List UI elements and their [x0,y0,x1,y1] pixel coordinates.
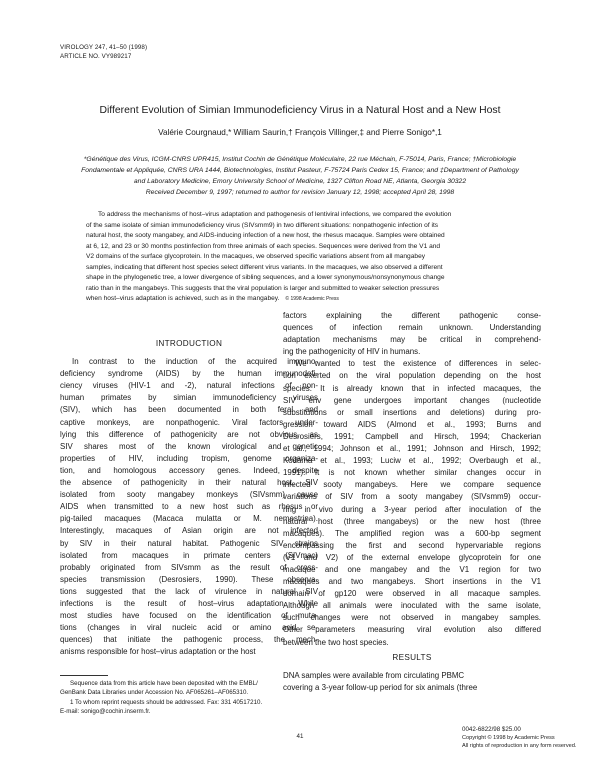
footnotes [60,679,320,717]
abstract-line: shape in the phylogenetic tree, a lower divergence of sibling sequences, and a lower synonymous/nonsynonymous change [86,274,445,281]
publisher-notice [462,726,576,750]
text-line: adaptation mechanisms may be critical in comprehend- [283,335,541,345]
publisher-line: All rights of reproduction in any form reserved. [462,743,577,749]
text-line: substitutions or small insertions and deletions) during pro- [283,407,541,417]
text-line: macaques and two mangabeys. Short insertions in the V1 [283,577,541,587]
footnote-rule [60,675,108,676]
text-line: AIDS when transmitted to a new host such as rhesus or [60,502,318,512]
section-heading-results: RESULTS [392,653,432,662]
text-line: lying this difference of pathogenicity are not obvious, as [60,429,318,439]
abstract-line: ratio than in the mangabeys. This suggests that the viral population is larger and submitted to weaker selection pressures [86,284,440,292]
text-line: domain of gp120 were observed in all macaque samples. [283,589,541,599]
affiliation-line: Fondamentale et Appliquée, CNRS URA 1444, Biotechnologies, Institut Pasteur, F-75724 Paris Cedex 15, France; and ‡Department of Pathology [81,167,519,174]
text-line: anisms responsible for host–virus adaptation or the host [60,647,256,657]
text-line: Kodama et al., 1993; Luciw et al., 1992; Overbaugh et al., [283,456,541,466]
text-line: SIV env gene undergoes important changes (nucleotide [283,395,541,405]
results-line: DNA samples were available from circulating PBMC [283,671,465,681]
text-line: quences of infection remain unknown. Understanding [283,323,541,333]
text-line: encompassing the first and second hypervariable regions [283,540,541,550]
abstract-line: V2 domains of the surface glycoprotein. In the macaques, we observed specific variations absent from all mangabey [86,253,426,260]
text-line: quences) that initiate the pathogenic process, the mech- [60,635,318,645]
text-line: 1991). It is not known whether similar changes occur in [283,468,541,478]
text-line: (V1 and V2) of the external envelope glycoprotein for one [283,552,541,562]
text-line: tions (changes in viral nucleic acid or amino acid se- [60,623,318,633]
abstract-text: when host–virus adaptation is achieved, such as in the mangabey. [86,295,280,302]
text-line: Desrosiers, 1991; Campbell and Hirsch, 1994; Chackerian [283,431,541,441]
text-line: gression toward AIDS (Almond et al., 1993; Burns and [283,419,541,429]
right-column-body [283,310,541,649]
text-line: Interestingly, macaques of Asian origin are not infected [60,526,318,536]
text-line: tion, and homologous accessory genes. Indeed, despite [60,465,318,475]
received-dates: Received December 9, 1997; returned to author for revision January 12, 1998; accepted April 28, 1998 [145,189,455,196]
text-line: properties of HIV, including tropism, genome organiza- [60,453,318,463]
text-line: species. It is already known that in infected macaques, the [283,383,541,393]
text-line: the absence of pathogenicity in their natural host, SIV [60,478,318,488]
text-line: Other parameters measuring viral evolution also differed [283,625,541,635]
results-line: covering a 3-year follow-up period for six animals (three [283,683,478,693]
text-line: between the two host species. [283,637,389,647]
text-line: (SIV), which has been documented in both feral and [60,405,318,415]
text-line: captive monkeys, are nonpathogenic. Viral factors under- [60,417,318,427]
text-line: tions suggested that the lack of virulence in natural SIV [60,586,318,596]
abstract-line: natural host, the sooty mangabey, and AIDS-inducing infection of a new host, the rhesus macaque. Samples were obtained [86,232,445,239]
affiliation-line: and Laboratory Medicine, Emory University School of Medicine, 1327 Clifton Road NE, Atlanta, Georgia 30322 [133,178,467,185]
left-column-body [60,356,318,658]
author-list: Valérie Courgnaud,* William Saurin,† François Villinger,‡ and Pierre Sonigo*,1 [158,128,442,137]
text-line: probably originated from SIVsmm as the result of cross- [60,562,318,572]
article-number: ARTICLE NO. VY989217 [60,53,132,60]
affiliation-line: *Génétique des Virus, ICGM-CNRS UPR415, Institut Cochin de Génétique Moléculaire, 22 rue Méchain, F-75014, Paris, France; †Microbiologie [83,156,517,163]
abstract-line: samples, indicating that different host species select different virus variants. In the macaques, we also observed a different [86,263,443,271]
text-line: deficiency syndrome (AIDS) by the human immunodefi- [60,369,318,379]
text-line: natural host (three mangabeys) or the new host (three [283,516,541,526]
page-number: 41 [296,733,304,740]
publisher-line: 0042-6822/98 $25.00 [462,726,521,733]
section-heading-introduction: INTRODUCTION [155,339,223,348]
abstract-line-last [86,294,526,305]
left-column [60,338,318,658]
footnote-line: E-mail: sonigo@cochin.inserm.fr. [60,708,151,716]
text-line: infections is the result of host–virus adaptation. While [60,598,318,608]
text-line: variations of SIV from a sooty mangabey (SIVsmm9) occur- [283,492,541,502]
footnote-line: GenBank Data Libraries under Accession No. AF065261–AF065310. [60,689,249,697]
copyright-notice: © 1998 Academic Press [285,296,339,302]
text-line: isolated from sooty mangabey monkeys (SIVsmm) cause [60,490,318,500]
text-line: ciency viruses (HIV-1 and -2), natural infections of non- [60,381,318,391]
text-line: by SIV in their natural habitat. Pathogenic SIV strains [60,538,318,548]
text-line: infected sooty mangabeys. Here we compare sequence [283,480,541,490]
text-line: ring in vivo during a 3-year period after inoculation of the [283,504,541,514]
text-line: SIV shares most of the known virological and genetic [60,441,318,451]
article-title: Different Evolution of Simian Immunodeficiency Virus in a Natural Host and a New Host [99,105,501,116]
text-line: ing the pathogenicity of HIV in humans. [283,347,421,357]
affiliations [48,154,552,187]
text-line: such changes were not observed in mangabey samples. [283,613,541,623]
results-section [283,652,541,694]
text-line: species transmission (Desrosiers, 1990). These observa- [60,574,318,584]
text-line: isolated from macaques in primate centers (SIVmac) [60,550,318,560]
footnote-line: 1 To whom reprint requests should be addressed. Fax: 331 40517210. [70,698,263,706]
journal-header [60,43,147,61]
abstract-line: of the same isolate of simian immunodeficiency virus (SIVsmm9) in two different situations: nonpathogenic infection of its [86,221,439,229]
abstract-line: To address the mechanisms of host–virus adaptation and pathogenesis of lentiviral infections, we compared the evolution [98,211,452,218]
text-line: macaques). The amplified region was a 600-bp segment [283,528,541,538]
text-line: Although all animals were inoculated with the same isolate, [283,601,541,611]
text-line: In contrast to the induction of the acquired immuno- [72,357,318,367]
text-line: factors explaining the different pathogenic conse- [283,311,541,320]
abstract-line: at 6, 12, and 23 or 30 months postinfection from three animals of each species. Sequences were derived from the V1 and [86,242,441,250]
footnote-line: Sequence data from this article have been deposited with the EMBL/ [70,680,258,687]
text-line: most studies have focused on the identification of muta- [60,611,318,621]
text-line: pig-tailed macaques (Macaca mulatta or M. nemestrina). [60,514,318,524]
journal-citation: VIROLOGY 247, 41–50 (1998) [60,44,148,51]
text-line: We wanted to test the existence of differences in selec- [295,359,541,369]
text-line: macaque and one mangabey and the V1 region for two [283,564,541,574]
abstract [86,210,526,305]
right-column [283,310,541,649]
publisher-line: Copyright © 1998 by Academic Press [462,735,555,741]
text-line: et al., 1994; Johnson et al., 1991; Johnson and Hirsch, 1992; [283,444,541,454]
text-line: tion exerted on the viral population depending on the host [283,371,541,381]
text-line: human primates by simian immunodeficiency viruses [60,393,318,403]
